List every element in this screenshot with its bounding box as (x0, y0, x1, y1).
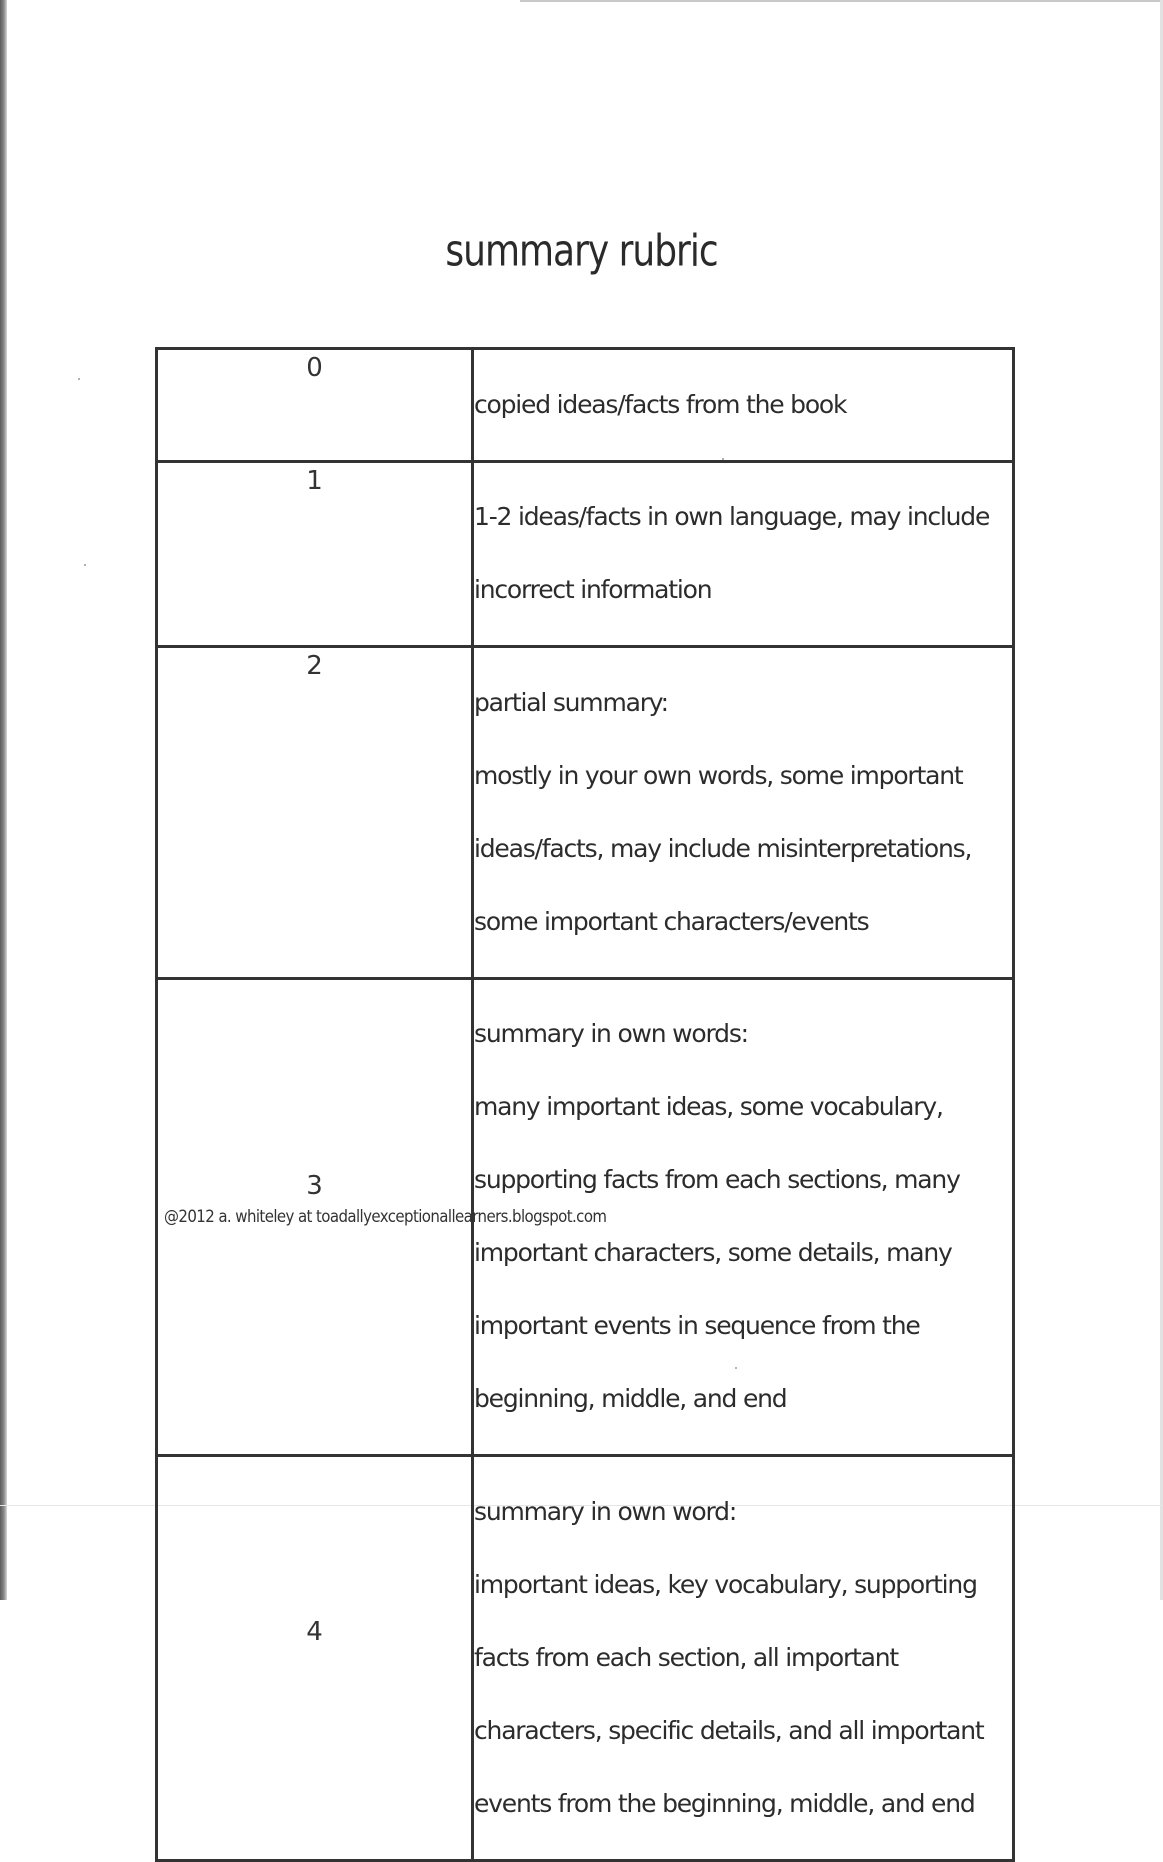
scan-speck (78, 378, 80, 380)
description-line: mostly in your own words, some important (474, 760, 963, 790)
description-line: incorrect information (474, 575, 712, 604)
description-line: important events in sequence from the (474, 1311, 920, 1340)
description-line: important ideas, key vocabulary, supporting (474, 1569, 977, 1599)
description-line: many important ideas, some vocabulary, (474, 1092, 943, 1121)
table-row (157, 1456, 1014, 1861)
description-line: supporting facts from each sections, many (474, 1165, 960, 1194)
description-cell (473, 349, 1014, 462)
scan-speck (84, 564, 86, 566)
description-line: partial summary: (474, 687, 668, 717)
description-line: summary in own words: (474, 1019, 748, 1048)
score-cell: 4 (157, 1456, 473, 1861)
description-cell (473, 1456, 1014, 1861)
scan-edge-top (520, 0, 1163, 2)
description-line: some important characters/events (474, 906, 869, 936)
table-row (157, 461, 1014, 647)
table-row (157, 349, 1014, 462)
score-cell: 1 (157, 461, 473, 647)
description-line: summary in own word: (474, 1496, 737, 1526)
description-line: beginning, middle, and end (474, 1384, 787, 1413)
description-cell (473, 647, 1014, 979)
description-line: 1-2 ideas/facts in own language, may include (474, 502, 990, 531)
page-title: summary rubric (445, 225, 718, 277)
table-row (157, 647, 1014, 979)
description-line: ideas/facts, may include misinterpretations, (474, 833, 972, 863)
description-line: copied ideas/facts from the book (474, 389, 847, 419)
description-line: events from the beginning, middle, and end (474, 1788, 975, 1818)
score-cell: 3 (157, 978, 473, 1456)
description-cell (473, 461, 1014, 647)
score-cell: 0 (157, 349, 473, 462)
description-line: important characters, some details, many (474, 1238, 952, 1267)
description-line: facts from each section, all important (474, 1642, 899, 1672)
rubric-table (155, 347, 1015, 1862)
description-line: characters, specific details, and all important (474, 1715, 984, 1745)
score-cell: 2 (157, 647, 473, 979)
copyright-footer: @2012 a. whiteley at toadallyexceptionallearners.blogspot.com (164, 1206, 607, 1227)
